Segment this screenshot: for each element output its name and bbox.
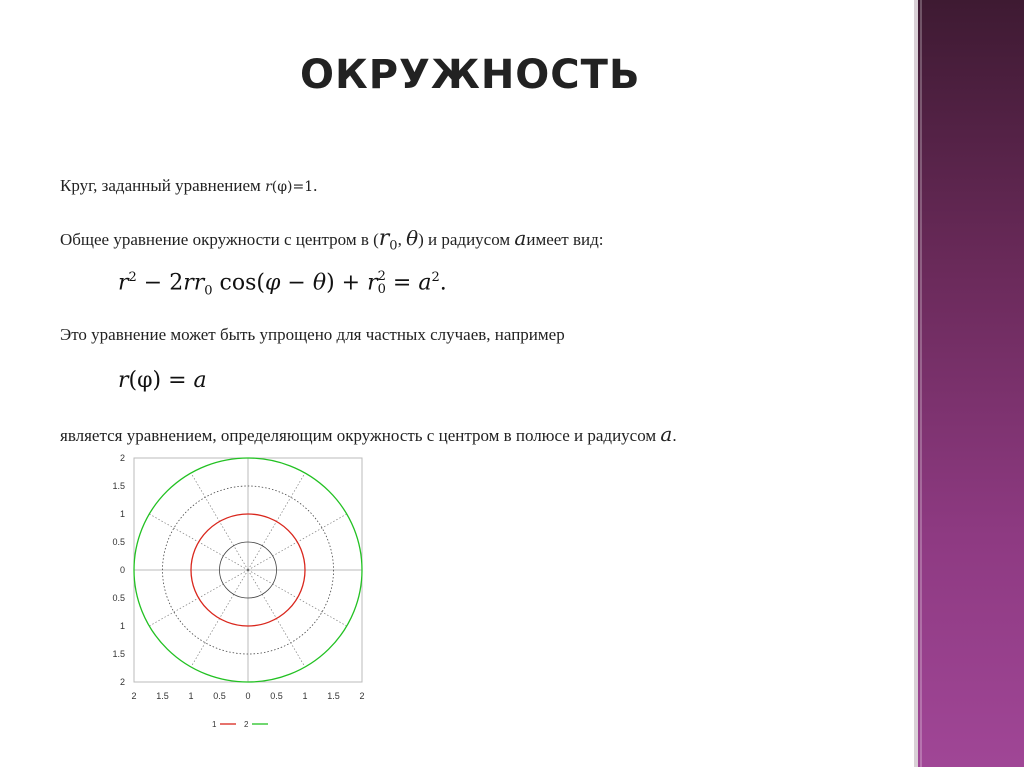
fs-r: r <box>118 368 129 393</box>
x-tick-label-7: 1.5 <box>327 691 340 701</box>
formula-general <box>118 270 447 299</box>
x-tick-label-2: 1 <box>188 691 194 701</box>
y-tick-label-0: 2 <box>119 453 125 463</box>
line2-after: имеет вид: <box>526 230 604 249</box>
decorative-side-bar <box>914 0 1024 767</box>
line1-formula-rest: (φ)=1 <box>271 179 314 195</box>
fg-dot: . <box>439 270 447 296</box>
line2-theta: θ <box>406 226 419 250</box>
x-tick-label-6: 1 <box>302 691 308 701</box>
polar-chart <box>100 446 400 746</box>
line4-a: a <box>660 422 673 446</box>
fg-r: r <box>118 270 129 296</box>
legend-label-2: 2 <box>244 720 249 729</box>
y-tick-label-6: 1 <box>119 621 125 631</box>
fg-r0-sup: 2 <box>377 269 386 285</box>
x-tick-label-1: 1.5 <box>156 691 169 701</box>
y-tick-label-2: 1 <box>119 509 125 519</box>
fg-a-sup: 2 <box>431 270 440 285</box>
y-tick-label-4: 0 <box>119 565 125 575</box>
text-line-circle-equation <box>60 176 317 196</box>
fg-r0-sub: 0 <box>377 282 386 298</box>
fg-r0-scripts <box>378 270 386 296</box>
fg-cos: cos( <box>212 270 265 296</box>
y-tick-label-1: 1.5 <box>112 481 125 491</box>
fg-rr: rr <box>183 270 205 296</box>
x-tick-label-4: 0 <box>245 691 251 701</box>
slide-title: ОКРУЖНОСТЬ <box>300 52 641 98</box>
fg-minus-two: − 2 <box>136 270 184 296</box>
legend-label-1: 1 <box>212 720 217 729</box>
y-tick-label-5: 0.5 <box>112 593 125 603</box>
x-tick-label-0: 2 <box>131 691 137 701</box>
line2-before: Общее уравнение окружности с центром в ( <box>60 230 379 249</box>
fg-equals: = <box>385 270 419 296</box>
fg-rr-sub: 0 <box>204 283 213 299</box>
fg-close-plus: ) + <box>326 270 368 296</box>
line4-end: . <box>672 426 677 445</box>
y-tick-label-3: 0.5 <box>112 537 125 547</box>
x-tick-label-5: 0.5 <box>270 691 283 701</box>
line1-text: Круг, заданный уравнением <box>60 176 266 195</box>
line1-end: . <box>313 176 318 195</box>
line1-formula-r: r <box>265 179 272 195</box>
y-tick-label-8: 2 <box>119 677 125 687</box>
line2-comma: , <box>397 230 407 249</box>
line2-r0-sub: 0 <box>389 238 398 254</box>
fs-paren: (φ) = <box>128 368 194 393</box>
fg-a: a <box>418 270 432 296</box>
fs-a: a <box>193 368 207 393</box>
text-line-general-equation <box>60 226 603 253</box>
line2-a: a <box>514 226 527 250</box>
text-line-simplified: Это уравнение может быть упрощено для частных случаев, например <box>60 325 565 344</box>
x-tick-label-3: 0.5 <box>213 691 226 701</box>
y-tick-label-7: 1.5 <box>112 649 125 659</box>
formula-simple <box>118 368 207 393</box>
fg-r-square: 2 <box>128 270 137 285</box>
text-line-pole-circle <box>60 422 677 446</box>
fg-phi-minus-theta: φ − θ <box>265 270 327 296</box>
line4-text: является уравнением, определяющим окружность с центром в полюсе и радиусом <box>60 426 661 445</box>
line2-r0-base: r <box>378 226 390 251</box>
x-tick-label-8: 2 <box>359 691 365 701</box>
fg-r0: r <box>367 270 378 296</box>
line2-middle: ) и радиусом <box>418 230 515 249</box>
